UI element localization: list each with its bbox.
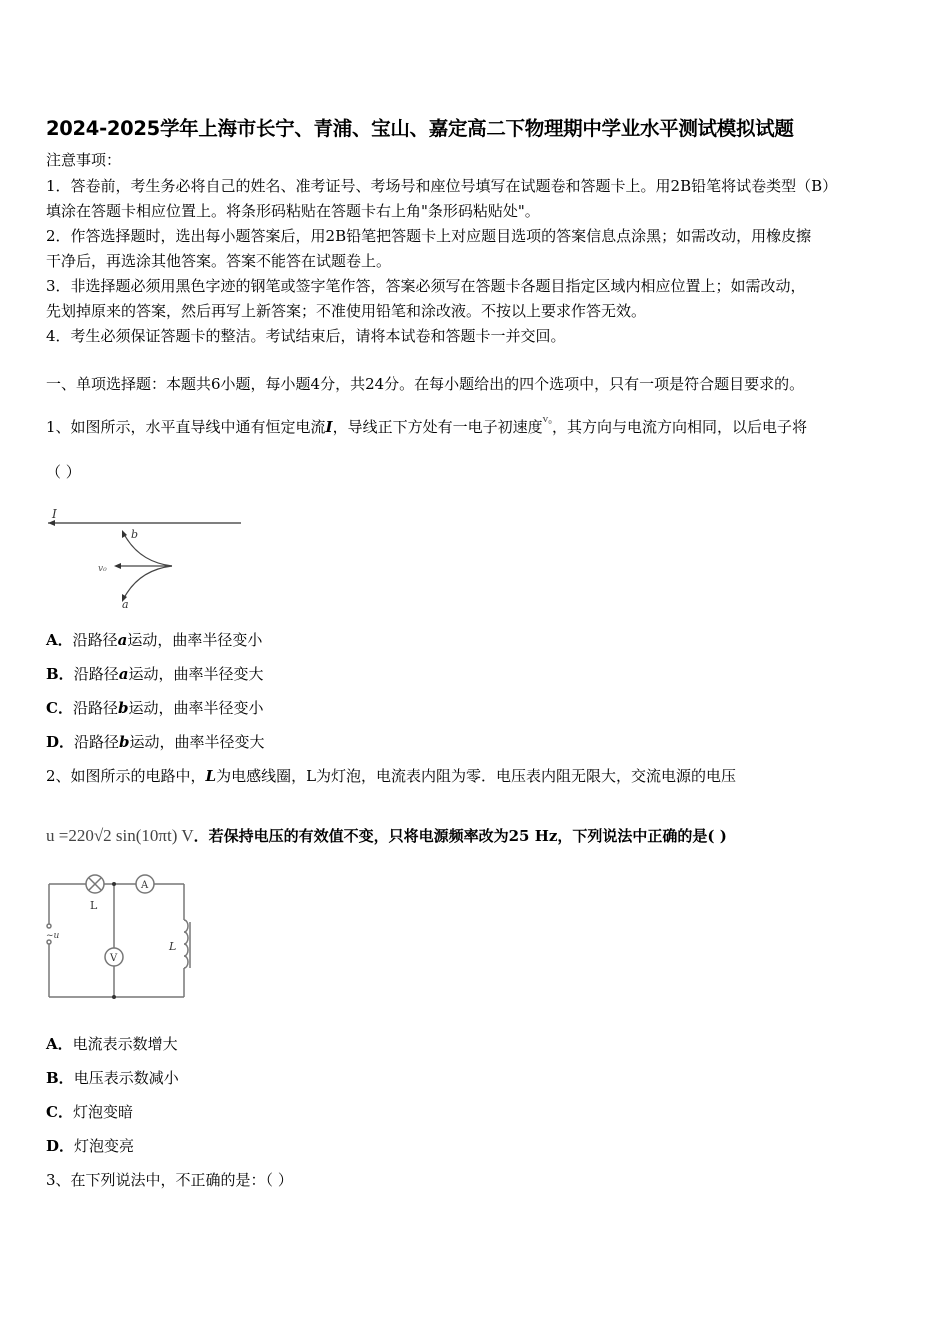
option-path: b <box>117 699 129 717</box>
section-heading: 一、单项选择题：本题共6小题，每小题4分，共24分。在每小题给出的四个选项中，只有一项是符合题目要求的。 <box>46 375 805 393</box>
option-text: 电流表示数增大 <box>72 1035 178 1053</box>
option-key: D． <box>46 1137 75 1155</box>
notice-line: 2．作答选择题时，选出每小题答案后，用2B铅笔把答题卡上对应题目选项的答案信息点涂黑；如需改动，用橡皮擦 <box>46 227 812 245</box>
option-key: D． <box>46 733 75 751</box>
label-b: b <box>131 528 139 541</box>
notice-line: 1．答卷前，考生务必将自己的姓名、准考证号、考场号和座位号填写在试题卷和答题卡上。用2B铅笔将试卷类型（B） <box>46 177 838 195</box>
option-text: 运动，曲率半径变小 <box>128 699 264 717</box>
option-path: b <box>119 733 130 751</box>
lamp-label: L <box>90 899 98 912</box>
question-1 <box>46 413 807 437</box>
option-text: 灯泡变亮 <box>74 1137 135 1155</box>
q2-formula-line <box>46 826 727 846</box>
option-path: a <box>118 665 129 683</box>
option-text: 沿路径 <box>73 665 119 683</box>
question-3: 3、在下列说法中，不正确的是：（ ） <box>46 1171 293 1189</box>
ammeter-label: A <box>141 880 149 891</box>
label-v0: v₀ <box>98 564 107 574</box>
page-title: 2024-2025学年上海市长宁、青浦、宝山、嘉定高二下物理期中学业水平测试模拟试题 <box>46 117 794 140</box>
q1-var: I <box>325 418 333 436</box>
q1-text: 1、如图所示，水平直导线中通有恒定电流 <box>46 418 326 436</box>
q1-option-c[interactable] <box>46 698 263 718</box>
q1-option-a[interactable] <box>46 630 262 650</box>
option-text: 电压表示数减小 <box>73 1069 179 1087</box>
option-text: 运动，曲率半径变大 <box>129 733 265 751</box>
q1-text: ，其方向与电流方向相同，以后电子将 <box>551 418 807 436</box>
option-text: 沿路径 <box>72 631 118 649</box>
option-key: B． <box>46 665 74 683</box>
notice-line: 干净后，再选涂其他答案。答案不能答在试题卷上。 <box>46 252 392 270</box>
voltmeter-label: V <box>110 953 118 964</box>
q2-circuit-figure <box>44 872 194 1002</box>
q1-blank: （ ） <box>46 463 81 481</box>
label-I: I <box>52 507 57 521</box>
q1-figure <box>44 502 244 614</box>
q2-var: L <box>205 767 217 785</box>
option-text: 运动，曲率半径变小 <box>127 631 263 649</box>
notice-line: 先划掉原来的答案，然后再写上新答案；不准使用铅笔和涂改液。不按以上要求作答无效。 <box>46 302 647 320</box>
q2-option-d[interactable] <box>46 1136 134 1156</box>
q1-option-b[interactable] <box>46 664 263 684</box>
option-text: 运动，曲率半径变大 <box>128 665 264 683</box>
q1-v0: v₀ <box>542 413 552 425</box>
notice-line: 填涂在答题卡相应位置上。将条形码粘贴在答题卡右上角"条形码粘贴处"。 <box>46 202 540 220</box>
voltage-formula: u =220√2 sin(10πt) V <box>46 826 194 845</box>
option-path: a <box>117 631 128 649</box>
option-key: A． <box>46 1035 73 1053</box>
option-text: 灯泡变暗 <box>72 1103 133 1121</box>
inductor-label: L <box>169 940 177 953</box>
notice-heading: 注意事项： <box>46 151 122 169</box>
q1-text: ，导线正下方处有一电子初速度 <box>332 418 543 436</box>
option-text: 沿路径 <box>72 699 118 717</box>
q2-option-b[interactable] <box>46 1068 179 1088</box>
q2-text: ．若保持电压的有效值不变，只将电源频率改为25 Hz，下列说法中正确的是( ) <box>193 827 727 845</box>
q2-text: 为电感线圈，L为灯泡，电流表内阻为零．电压表内阻无限大，交流电源的电压 <box>216 767 737 785</box>
q2-option-c[interactable] <box>46 1102 133 1122</box>
option-key: B． <box>46 1069 74 1087</box>
question-2 <box>46 766 736 786</box>
q2-text: 2、如图所示的电路中， <box>46 767 206 785</box>
source-label: ~u <box>46 931 60 941</box>
notice-line: 3．非选择题必须用黑色字迹的钢笔或签字笔作答，答案必须写在答题卡各题目指定区域内相应位置上；如需改动， <box>46 277 806 295</box>
q1-option-d[interactable] <box>46 732 265 752</box>
q2-option-a[interactable] <box>46 1034 178 1054</box>
option-text: 沿路径 <box>74 733 120 751</box>
label-a: a <box>122 598 129 611</box>
notice-line: 4．考生必须保证答题卡的整洁。考试结束后，请将本试卷和答题卡一并交回。 <box>46 327 566 345</box>
option-key: A． <box>46 631 73 649</box>
option-key: C． <box>46 1103 73 1121</box>
option-key: C． <box>46 699 73 717</box>
